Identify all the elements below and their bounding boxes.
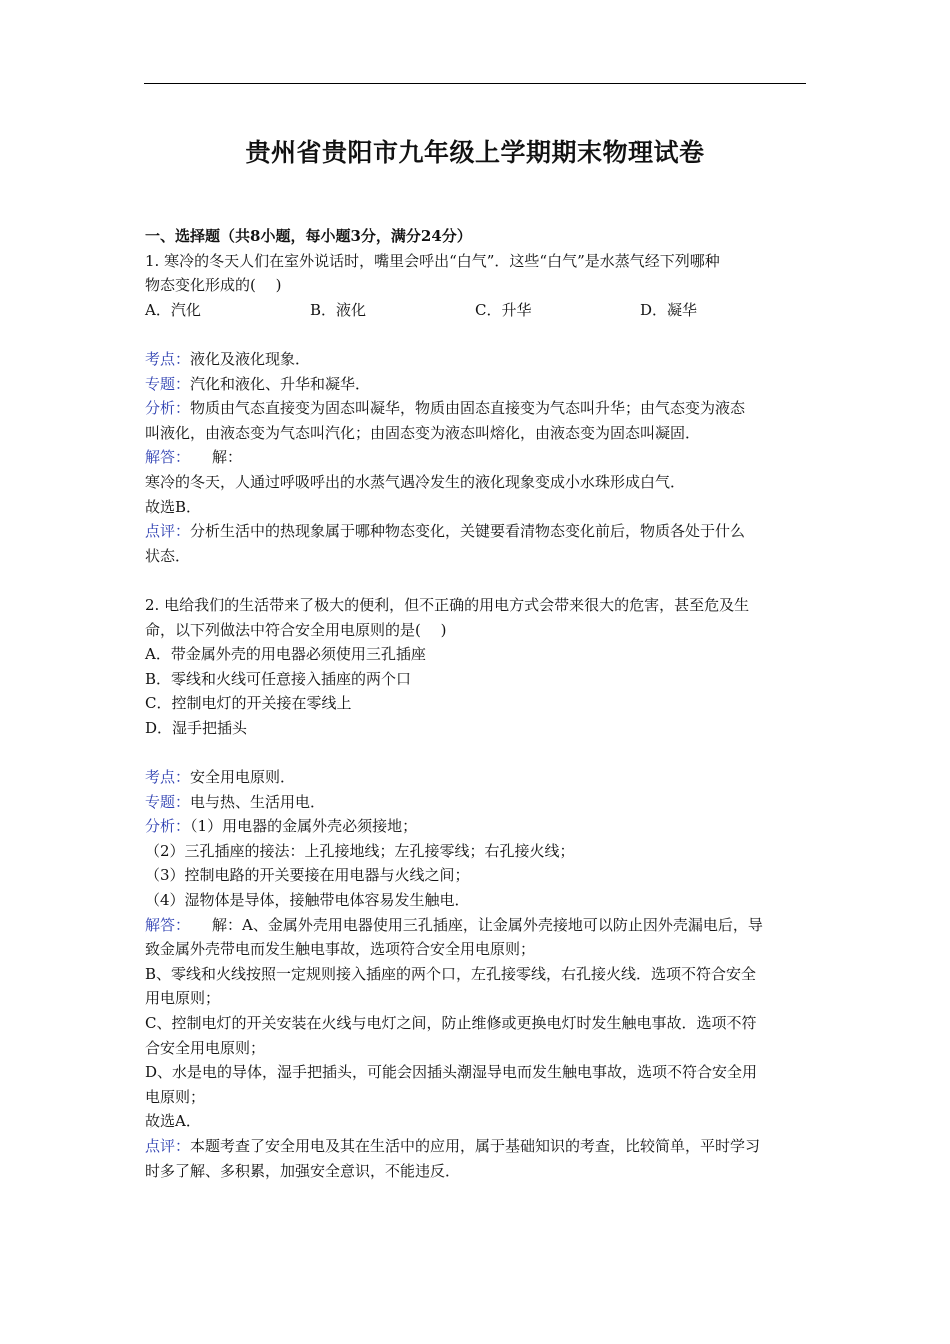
q2-fenxi-line: （4）湿物体是导体，接触带电体容易发生触电． xyxy=(145,891,470,910)
q2-jieda-line: 致金属外壳带电而发生触电事故，选项符合安全用电原则； xyxy=(145,940,536,959)
q2-option-b: B．零线和火线可任意接入插座的两个口 xyxy=(145,669,412,688)
q2-kaodian: 考点：安全用电原则． xyxy=(145,768,296,787)
q1-kaodian-text: 液化及液化现象． xyxy=(190,349,311,368)
q1-stem-line: 1. 寒冷的冬天人们在室外说话时，嘴里会呼出“白气”．这些“白气”是水蒸气经下列哪种 xyxy=(145,251,720,270)
q1-option-a: A．汽化 xyxy=(145,300,201,319)
q2-jieda-line: B、零线和火线按照一定规则接入插座的两个口，左孔接零线，右孔接火线．选项不符合安全 xyxy=(145,964,757,983)
dianping-label: 点评 xyxy=(145,522,176,541)
q2-jieda-first: 解：A、金属外壳用电器使用三孔插座，让金属外壳接地可以防止因外壳漏电后，导 xyxy=(212,915,763,934)
question-2 xyxy=(145,593,809,1183)
header-rule xyxy=(144,83,806,84)
q1-stem-line: 物态变化形成的( ) xyxy=(145,276,282,295)
q1-jieda-line: 故选B． xyxy=(145,497,202,516)
q2-dianping-text: 本题考查了安全用电及其在生活中的应用，属于基础知识的考查，比较简单，平时学习 xyxy=(190,1136,761,1155)
document-body xyxy=(145,224,809,1183)
q2-jieda-line: 电原则； xyxy=(145,1087,206,1106)
q2-stem-line: 命，以下列做法中符合安全用电原则的是( ) xyxy=(145,620,447,639)
q2-stem-line: 2. 电给我们的生活带来了极大的便利，但不正确的用电方式会带来很大的危害，甚至危及生 xyxy=(145,595,750,614)
section-heading: 一、选择题（共8小题，每小题3分，满分24分） xyxy=(145,227,472,245)
q1-dianping-line: 状态． xyxy=(145,546,191,565)
q2-jieda-line: 用电原则； xyxy=(145,989,221,1008)
q2-jieda-line: C、控制电灯的开关安装在火线与电灯之间，防止维修或更换电灯时发生触电事故．选项不符 xyxy=(145,1014,757,1032)
jieda-label: 解答 xyxy=(145,915,176,934)
question-1 xyxy=(145,249,809,569)
page-title: 贵州省贵阳市九年级上学期期末物理试卷 xyxy=(245,138,705,167)
q2-jieda: 解答： 解：A、金属外壳用电器使用三孔插座，让金属外壳接地可以防止因外壳漏电后，导 xyxy=(145,915,763,934)
q2-dianping: 点评：本题考查了安全用电及其在生活中的应用，属于基础知识的考查，比较简单，平时学习 xyxy=(145,1136,761,1155)
q2-option-c: C．控制电灯的开关接在零线上 xyxy=(145,694,352,713)
q1-kaodian: 考点：液化及液化现象． xyxy=(145,349,311,368)
q1-options xyxy=(145,298,809,323)
q2-zhuanti-text: 电与热、生活用电． xyxy=(190,792,326,811)
q1-option-c: C．升华 xyxy=(475,300,532,319)
q2-fenxi-line: （3）控制电路的开关要接在用电器与火线之间； xyxy=(145,866,470,885)
dianping-label: 点评 xyxy=(145,1136,176,1155)
q1-option-b: B．液化 xyxy=(310,300,367,319)
kaodian-label: 考点 xyxy=(145,349,176,368)
q1-fenxi-line: 叫液化，由液态变为气态叫汽化；由固态变为液态叫熔化，由液态变为固态叫凝固． xyxy=(145,423,701,442)
q2-option-a: A．带金属外壳的用电器必须使用三孔插座 xyxy=(145,645,426,664)
q2-jieda-line: 故选A． xyxy=(145,1112,201,1131)
q1-zhuanti-text: 汽化和液化、升华和凝华． xyxy=(190,374,371,393)
zhuanti-label: 专题 xyxy=(145,792,176,811)
kaodian-label: 考点 xyxy=(145,768,176,787)
q2-dianping-line: 时多了解、多积累，加强安全意识，不能违反． xyxy=(145,1161,461,1180)
q1-fenxi: 分析：物质由气态直接变为固态叫凝华，物质由固态直接变为气态叫升华；由气态变为液态 xyxy=(145,399,746,418)
q2-jieda-line: D、水是电的导体，湿手把插头，可能会因插头潮湿导电而发生触电事故，选项不符合安全用 xyxy=(145,1063,758,1082)
q2-fenxi-first: （1）用电器的金属外壳必须接地； xyxy=(190,817,418,836)
q2-zhuanti: 专题：电与热、生活用电． xyxy=(145,792,326,811)
q1-fenxi-text: 物质由气态直接变为固态叫凝华，物质由固态直接变为气态叫升华；由气态变为液态 xyxy=(190,399,746,418)
q2-option-d: D．湿手把插头 xyxy=(145,718,248,737)
q2-kaodian-text: 安全用电原则． xyxy=(190,768,296,787)
q1-dianping: 点评：分析生活中的热现象属于哪种物态变化，关键要看清物态变化前后，物质各处于什么 xyxy=(145,522,746,541)
jieda-label: 解答 xyxy=(145,448,176,467)
q1-option-d: D．凝华 xyxy=(640,300,698,319)
q1-dianping-text: 分析生活中的热现象属于哪种物态变化，关键要看清物态变化前后，物质各处于什么 xyxy=(190,522,746,541)
fenxi-label: 分析 xyxy=(145,399,176,418)
zhuanti-label: 专题 xyxy=(145,374,176,393)
q2-jieda-line: 合安全用电原则； xyxy=(145,1038,266,1057)
q2-fenxi-line: （2）三孔插座的接法：上孔接地线；左孔接零线；右孔接火线； xyxy=(145,841,575,860)
q1-zhuanti: 专题：汽化和液化、升华和凝华． xyxy=(145,374,371,393)
q1-jieda-first: 解： xyxy=(212,448,243,467)
fenxi-label: 分析 xyxy=(145,817,176,836)
q1-jieda: 解答： 解： xyxy=(145,448,243,467)
q2-fenxi: 分析：（1）用电器的金属外壳必须接地； xyxy=(145,817,418,836)
q1-jieda-line: 寒冷的冬天，人通过呼吸呼出的水蒸气遇冷发生的液化现象变成小水珠形成白气． xyxy=(145,472,686,491)
